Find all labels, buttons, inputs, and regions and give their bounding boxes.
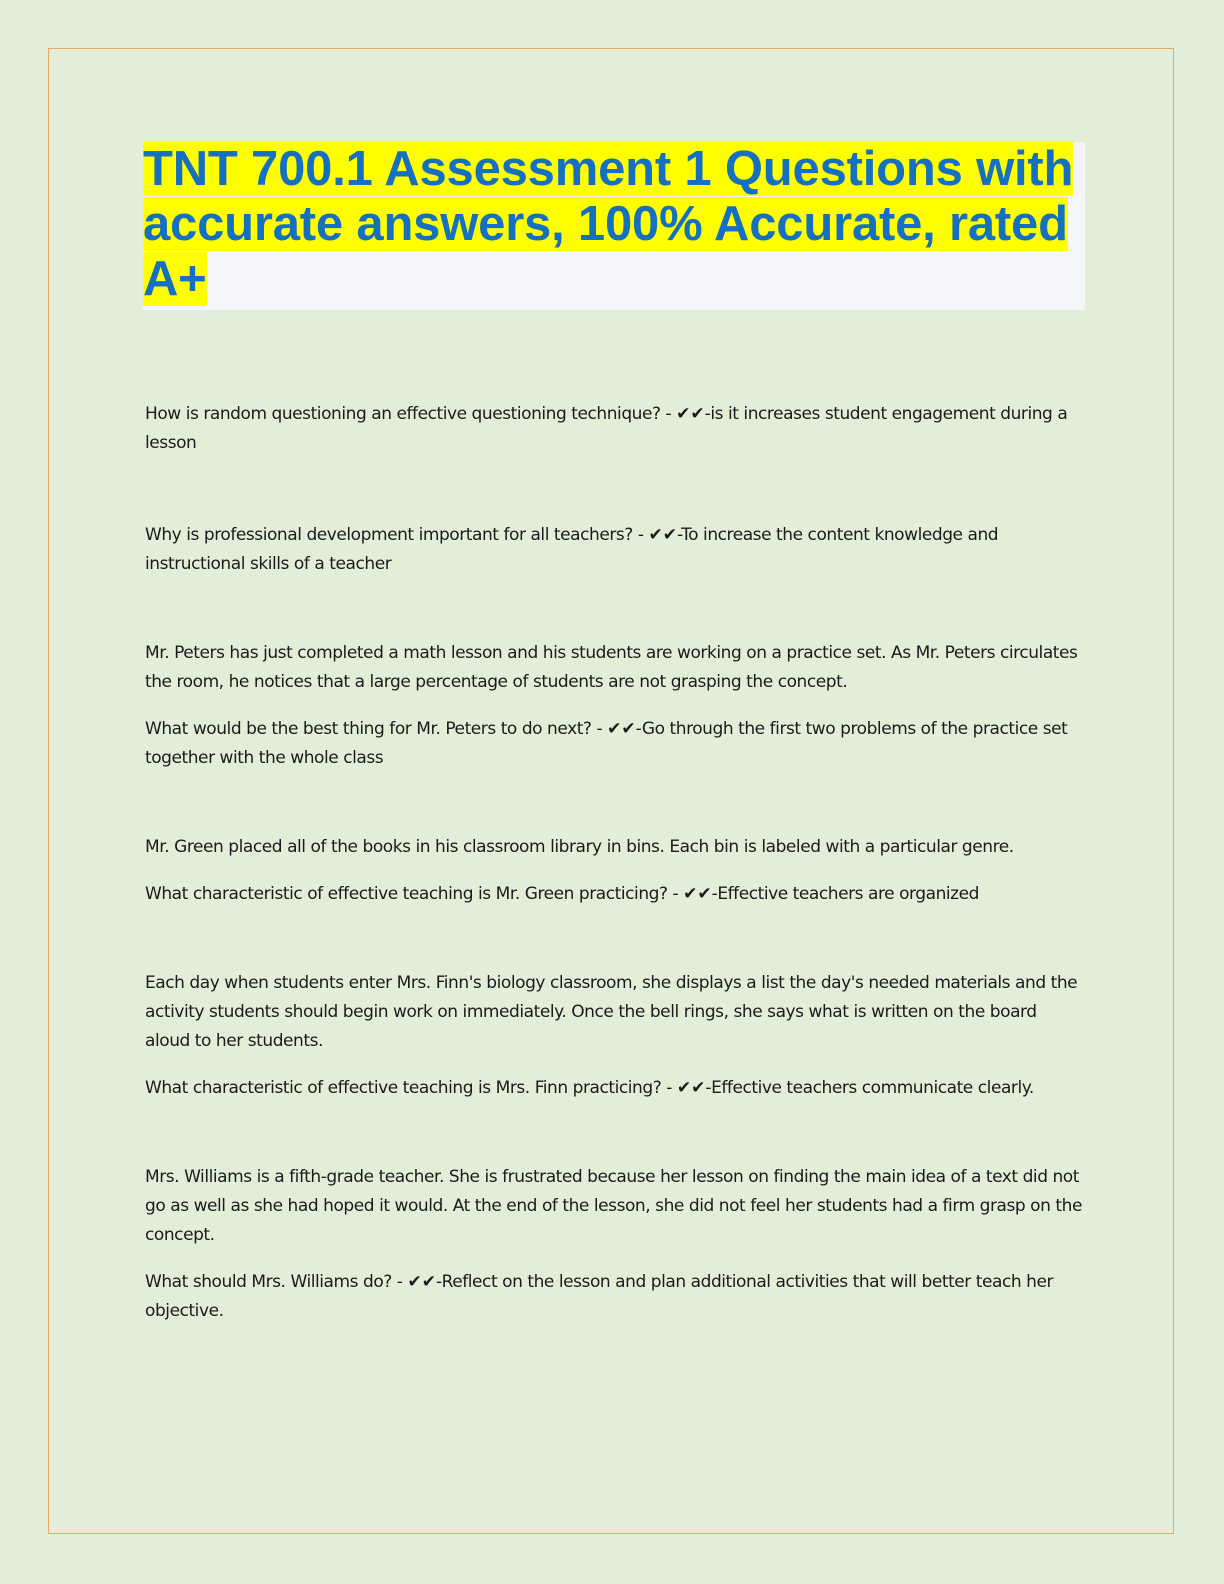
scenario-text-5: Each day when students enter Mrs. Finn's biology classroom, she displays a list the day's needed materials and the activity students should begin work on immediately. Once the bell rings, she says what is written on the board aloud to her students.	[145, 973, 1078, 1051]
question-text: What characteristic of effective teaching is Mrs. Finn practicing? -	[145, 1078, 677, 1098]
check-mark-icon: ✔✔	[683, 884, 712, 904]
question-text: How is random questioning an effective questioning technique? -	[145, 404, 677, 424]
check-mark-icon: ✔✔	[676, 404, 705, 424]
answer-text: -is it increases student engagement during a lesson	[145, 404, 1068, 453]
answer-text: -To increase the content knowledge and instructional skills of a teacher	[145, 525, 999, 574]
scenario-text-6: Mrs. Williams is a fifth-grade teacher. She is frustrated because her lesson on finding the main idea of a text did not go as well as she had hoped it would. At the end of the lesson, she did not feel her students had a firm grasp on the concept.	[145, 1167, 1082, 1245]
qa-item-6	[145, 1268, 1085, 1326]
title-block	[143, 142, 1085, 310]
question-text: What characteristic of effective teaching is Mr. Green practicing? -	[145, 884, 684, 904]
qa-item-5	[145, 1074, 1085, 1103]
qa-item-2	[145, 521, 1085, 579]
qa-item-1	[145, 400, 1085, 458]
question-list	[145, 400, 1085, 1326]
check-mark-icon: ✔✔	[676, 1078, 706, 1098]
scenario-text-4: Mr. Green placed all of the books in his classroom library in bins. Each bin is labeled with a particular genre.	[145, 837, 1014, 857]
qa-item-3	[145, 715, 1085, 773]
answer-text: -Effective teachers communicate clearly.	[705, 1078, 1034, 1098]
qa-item-4	[145, 880, 1085, 909]
answer-text: -Go through the first two problems of the practice set together with the whole class	[145, 719, 1068, 768]
answer-text: -Reflect on the lesson and plan additional activities that will better teach her objective.	[145, 1272, 1054, 1321]
question-text: What would be the best thing for Mr. Peters to do next? -	[145, 719, 608, 739]
answer-text: -Effective teachers are organized	[711, 884, 980, 904]
scenario-text-3: Mr. Peters has just completed a math lesson and his students are working on a practice set. As Mr. Peters circulates the room, he notices that a large percentage of students are not grasping the concept.	[145, 643, 1078, 692]
check-mark-icon: ✔✔	[648, 525, 677, 545]
check-mark-icon: ✔✔	[607, 719, 636, 739]
question-text: What should Mrs. Williams do? -	[145, 1272, 408, 1292]
page-title	[143, 142, 1085, 307]
title-highlight: TNT 700.1 Assessment 1 Questions with accurate answers, 100% Accurate, rated A+	[143, 142, 1074, 306]
question-text: Why is professional development important for all teachers? -	[145, 525, 649, 545]
check-mark-icon: ✔✔	[407, 1272, 436, 1292]
